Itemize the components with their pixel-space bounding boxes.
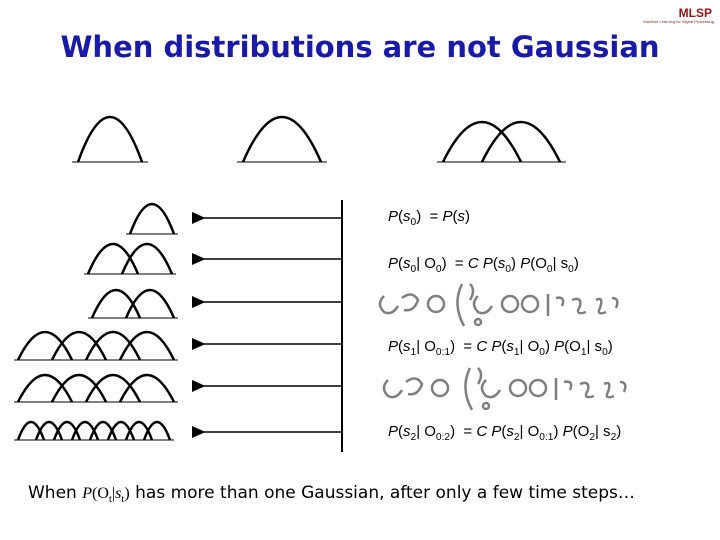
row-5-bumps [14,422,174,440]
slide-title: When distributions are not Gaussian [60,30,660,64]
equation-3: $P(s_2|$ $O_{0:2}) = C$ $P(s_2|$ $O_{0:1}$) $P(O_2|$ $s_2$) [388,423,622,443]
equation-1: $P(s_0|$ $O_0) = C$ $P(s_0)$ $P(O_0|$ $s_0$) [388,255,579,275]
mlsp-logo-subtitle: Machine Learning for Signal Processing [643,19,714,24]
row-3-bumps [14,332,178,360]
equation-0: $P(s_0) = P(s)$ [388,208,470,228]
integral-formula-image-2 [384,368,625,410]
integral-formula-image-1 [380,284,617,326]
row-0-bumps [126,204,178,234]
row-2-bumps [88,290,178,318]
row-4-bumps [14,375,178,402]
mlsp-logo: MLSP [678,6,712,20]
footer-text: When $P(O_t|s_t)$ has more than one Gaussian, after only a few time steps… [28,483,635,506]
row-1-bumps [84,244,176,274]
definition-band [0,100,720,200]
equation-2: $P(s_1|$ $O_{0:1}) = C$ $P(s_1|$ $O_0$) $P(O_1|$ $s_0$) [388,338,613,358]
